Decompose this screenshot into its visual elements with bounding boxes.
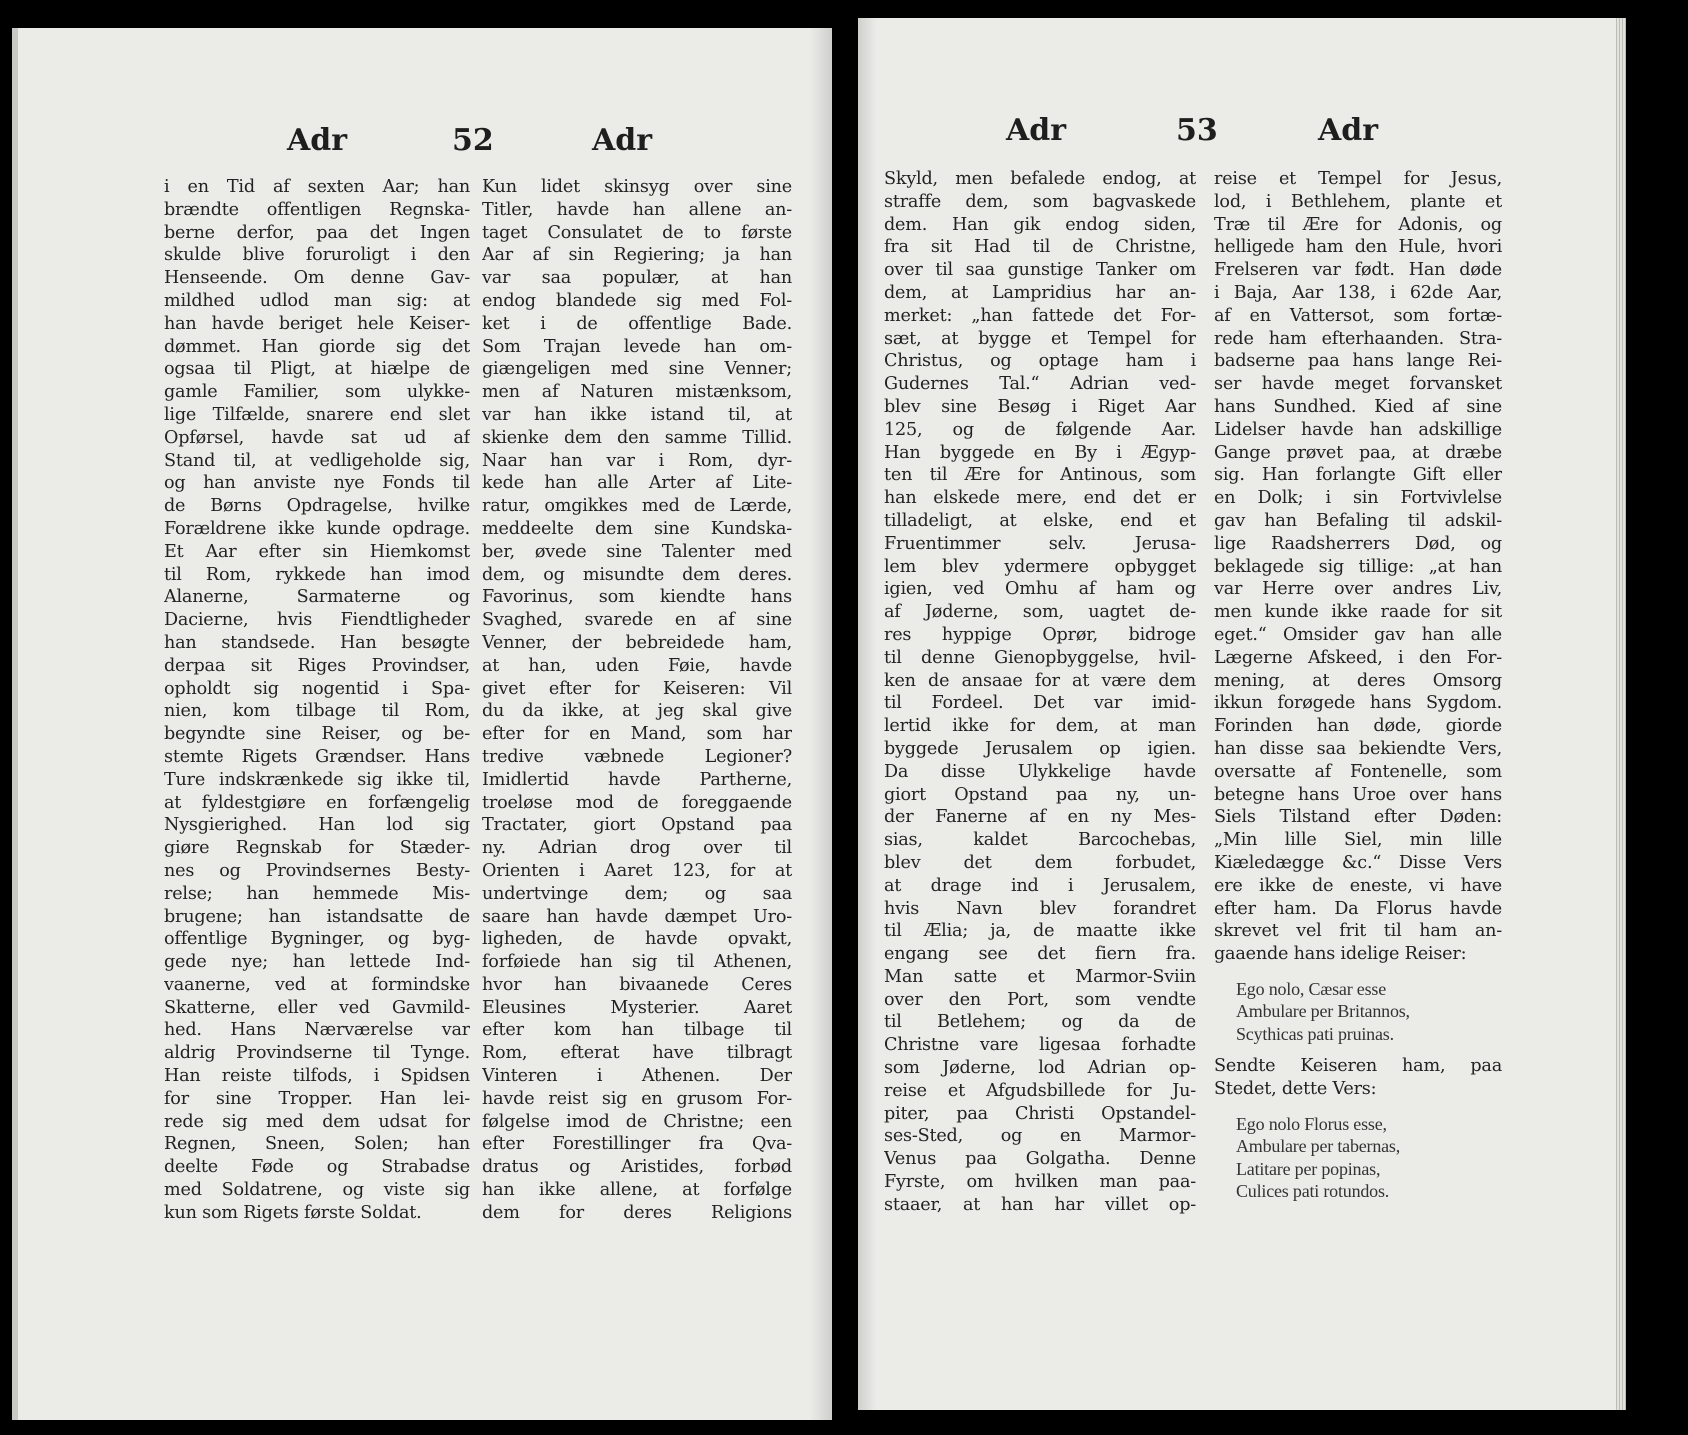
text-line: dem. Han gik endog siden,	[884, 214, 1196, 235]
text-line: blev sine Besøg i Riget Aar	[884, 396, 1196, 417]
latin-verse-hadrian	[1236, 1113, 1502, 1203]
text-line: som Jøderne, lod Adrian op-	[884, 1058, 1196, 1079]
text-line: Alanerne, Sarmaterne og	[164, 587, 470, 608]
text-line: i en Tid af sexten Aar; han	[164, 177, 470, 197]
text-line: 125, og de følgende Aar.	[884, 419, 1196, 440]
text-line: giort Opstand paa ny, un-	[884, 784, 1196, 805]
text-line: giøre Regnskab for Stæder-	[164, 838, 470, 859]
text-line: fra sit Had til de Christne,	[884, 237, 1196, 258]
text-line: byggede Jerusalem op igien.	[884, 738, 1196, 759]
text-line: med Soldatrene, og viste sig	[164, 1180, 470, 1201]
text-line: dem, at Lampridius har an-	[884, 282, 1196, 303]
text-line: af Jøderne, som, uagtet de-	[884, 602, 1196, 623]
text-line: rede sig med dem udsat for	[164, 1111, 470, 1132]
text-line: sæt, at bygge et Tempel for	[884, 328, 1196, 349]
text-line: Et Aar efter sin Hiemkomst	[164, 541, 470, 562]
right-page-edge	[1616, 18, 1626, 1410]
text-line: hvis Navn blev forandret	[884, 898, 1196, 919]
text-line: til Ælia; ja, de maatte ikke	[884, 921, 1196, 942]
text-line: Da disse Ulykkelige havde	[884, 761, 1196, 782]
text-line: derpaa sit Riges Provindser,	[164, 655, 470, 676]
text-line: begyndte sine Reiser, og be-	[164, 724, 470, 745]
text-line: Gudernes Tal.“ Adrian ved-	[884, 374, 1196, 395]
right-header-catchword-right: Adr	[1318, 113, 1379, 148]
text-line: kun som Rigets første Soldat.	[164, 1202, 422, 1223]
text-line: staaer, at han har villet op-	[884, 1194, 1196, 1215]
text-line: giængeligen med sine Venner;	[482, 359, 792, 380]
text-line: Man satte et Marmor-Sviin	[884, 966, 1196, 987]
text-line: lod, i Bethlehem, plante et	[1214, 191, 1502, 212]
right-gutter-shadow	[858, 18, 876, 1410]
text-line: efter Forestillinger fra Qva-	[482, 1134, 792, 1155]
text-line: relse; han hemmede Mis-	[164, 883, 470, 904]
text-line: ken de ansaae for at være dem	[884, 670, 1196, 691]
text-line: dem, og misundte dem deres.	[482, 564, 792, 585]
text-line: Aar af sin Regiering; ja han	[482, 245, 792, 266]
text-line: gaaende hans idelige Reiser:	[1214, 944, 1467, 965]
text-line: Kiæledægge &c.“ Disse Vers	[1214, 852, 1502, 873]
text-line: han havde beriget hele Keiser-	[164, 313, 470, 334]
text-line: Ego nolo, Cæsar esse	[1236, 978, 1386, 999]
text-line: sig. Han forlangte Gift eller	[1214, 465, 1502, 486]
text-line: Imidlertid havde Partherne,	[482, 769, 792, 790]
text-line: Stedet, dette Vers:	[1214, 1079, 1377, 1100]
text-line: ket i de offentlige Bade.	[482, 313, 792, 334]
text-line: saare han havde dæmpet Uro-	[482, 906, 792, 927]
text-line: ikkun forøgede hans Sygdom.	[1214, 693, 1502, 714]
text-line: ratur, omgikkes med de Lærde,	[482, 496, 792, 517]
text-line: Frelseren var født. Han døde	[1214, 260, 1502, 281]
text-line: Favorinus, som kiendte hans	[482, 587, 792, 608]
text-line: og han anviste nye Fonds til	[164, 473, 470, 494]
right-header-catchword-left: Adr	[1006, 113, 1067, 148]
text-line: brugene; han istandsatte de	[164, 906, 470, 927]
text-line: aldrig Provindserne til Tynge.	[164, 1043, 470, 1064]
text-line: helligede ham den Hule, hvori	[1214, 237, 1502, 258]
text-line: taget Consulatet de to første	[482, 222, 792, 243]
text-line: oversatte af Fontenelle, som	[1214, 761, 1502, 782]
text-line: Nysgierighed. Han lod sig	[164, 815, 470, 836]
text-line: blev det dem forbudet,	[884, 852, 1196, 873]
text-line: havde reist sig en grusom For-	[482, 1088, 792, 1109]
text-line: ogsaa til Pligt, at hiælpe de	[164, 359, 470, 380]
text-line: ten til Ære for Antinous, som	[884, 465, 1196, 486]
text-line: at han, uden Føie, havde	[482, 655, 792, 676]
latin-verse-florus	[1236, 978, 1502, 1046]
text-line: Henseende. Om denne Gav-	[164, 268, 470, 289]
left-gutter-shadow	[810, 28, 832, 1420]
text-line: der Fanerne af en ny Mes-	[884, 807, 1196, 828]
text-line: til Rom, rykkede han imod	[164, 564, 470, 585]
left-header-catchword-right: Adr	[592, 123, 653, 158]
text-line: Fyrste, om hvilken man paa-	[884, 1172, 1196, 1193]
text-line: ses-Sted, og en Marmor-	[884, 1126, 1196, 1147]
text-line: Ego nolo Florus esse,	[1236, 1113, 1387, 1134]
right-page-column-1	[884, 168, 1196, 1217]
text-line: Fruentimmer selv. Jerusa-	[884, 533, 1196, 554]
text-line: over til saa gunstige Tanker om	[884, 260, 1196, 281]
left-page-number: 52	[452, 123, 494, 158]
text-line: deelte Føde og Strabadse	[164, 1157, 470, 1178]
text-line: efter for en Mand, som har	[482, 724, 792, 745]
text-line: straffe dem, som bagvaskede	[884, 191, 1196, 212]
left-page	[12, 28, 832, 1420]
text-line: res hyppige Oprør, bidroge	[884, 624, 1196, 645]
text-line: reise et Tempel for Jesus,	[1214, 169, 1502, 189]
text-line: troeløse mod de foreggaende	[482, 792, 792, 813]
text-line: du da ikke, at jeg skal give	[482, 701, 792, 722]
text-line: Ture indskrænkede sig ikke til,	[164, 769, 470, 790]
text-line: ny. Adrian drog over til	[482, 838, 792, 859]
text-line: ligheden, de havde opvakt,	[482, 929, 792, 950]
text-line: beklagede sig tillige: „at han	[1214, 556, 1502, 577]
text-line: nien, kom tilbage til Rom,	[164, 701, 470, 722]
text-line: lige Raadsherrers Død, og	[1214, 533, 1502, 554]
text-line: Christus, og optage ham i	[884, 351, 1196, 372]
text-line: hans Sundhed. Kied af sine	[1214, 396, 1502, 417]
text-line: ser havde meget forvansket	[1214, 374, 1502, 395]
text-line: efter ham. Da Florus havde	[1214, 898, 1502, 919]
right-page	[858, 18, 1626, 1410]
text-line: piter, paa Christi Opstandel-	[884, 1103, 1196, 1124]
text-line: Culices pati rotundos.	[1236, 1181, 1390, 1202]
text-line: Som Trajan levede han om-	[482, 336, 792, 357]
text-line: skrevet vel frit til ham an-	[1214, 921, 1502, 942]
text-line: Gange prøvet paa, at dræbe	[1214, 442, 1502, 463]
left-page-edge	[12, 28, 18, 1420]
text-line: Tractater, giort Opstand paa	[482, 815, 792, 836]
text-line: Han reiste tilfods, i Spidsen	[164, 1066, 470, 1087]
text-line: mening, at deres Omsorg	[1214, 670, 1502, 691]
verse-transition-text	[1214, 1055, 1502, 1101]
right-page-number: 53	[1176, 113, 1218, 148]
text-line: var saa populær, at han	[482, 268, 792, 289]
text-line: Venus paa Golgatha. Denne	[884, 1149, 1196, 1170]
text-line: Regnen, Sneen, Solen; han	[164, 1134, 470, 1155]
text-line: over den Port, som vendte	[884, 989, 1196, 1010]
text-line: han standsede. Han besøgte	[164, 632, 470, 653]
text-line: kede han alle Arter af Lite-	[482, 473, 792, 494]
text-line: rede ham efterhaanden. Stra-	[1214, 328, 1502, 349]
text-line: dømmet. Han giorde sig det	[164, 336, 470, 357]
text-line: Venner, der bebreidede ham,	[482, 632, 792, 653]
text-line: Forældrene ikke kunde opdrage.	[164, 518, 470, 539]
text-line: at drage ind i Jerusalem,	[884, 875, 1196, 896]
text-line: Ambulare per tabernas,	[1236, 1136, 1401, 1157]
text-line: lem blev ydermere opbygget	[884, 556, 1196, 577]
text-line: Titler, havde han allene an-	[482, 199, 792, 220]
text-line: Latitare per popinas,	[1236, 1158, 1381, 1179]
text-line: Rom, efterat have tilbragt	[482, 1043, 792, 1064]
text-line: Ambulare per Britannos,	[1236, 1001, 1410, 1022]
text-line: gamle Familier, som ulykke-	[164, 382, 470, 403]
text-line: gav han Befaling til adskil-	[1214, 510, 1502, 531]
text-line: lertid ikke for dem, at man	[884, 716, 1196, 737]
text-line: berne derfor, paa det Ingen	[164, 222, 470, 243]
text-line: stemte Rigets Grændser. Hans	[164, 746, 470, 767]
text-line: for sine Tropper. Han lei-	[164, 1088, 470, 1109]
left-page-column-2	[482, 176, 792, 1225]
text-line: Eleusines Mysterier. Aaret	[482, 997, 792, 1018]
text-line: sias, kaldet Barcochebas,	[884, 830, 1196, 851]
text-line: til Betlehem; og da de	[884, 1012, 1196, 1033]
text-line: betegne hans Uroe over hans	[1214, 784, 1502, 805]
text-line: men kunde ikke raade for sit	[1214, 602, 1502, 623]
left-running-head	[12, 123, 832, 163]
text-line: undertvinge dem; og saa	[482, 883, 792, 904]
text-line: dem for deres Religions	[482, 1202, 792, 1223]
text-line: lige Tilfælde, snarere end slet	[164, 404, 470, 425]
left-page-column-1	[164, 176, 470, 1225]
text-line: han ikke allene, at forfølge	[482, 1180, 792, 1201]
text-line: Kun lidet skinsyg over sine	[482, 177, 792, 197]
text-line: Naar han var i Rom, dyr-	[482, 450, 792, 471]
text-line: brændte offentligen Regnska-	[164, 199, 470, 220]
text-line: ere ikke de eneste, vi have	[1214, 875, 1502, 896]
text-line: merket: „han fattede det For-	[884, 305, 1196, 326]
text-line: til Fordeel. Det var imid-	[884, 693, 1196, 714]
text-line: dratus og Aristides, forbød	[482, 1157, 792, 1178]
text-line: gede nye; han lettede Ind-	[164, 952, 470, 973]
text-line: var Herre over andres Liv,	[1214, 579, 1502, 600]
text-line: Skatterne, eller ved Gavmild-	[164, 997, 470, 1018]
text-line: Sendte Keiseren ham, paa	[1214, 1056, 1502, 1077]
text-line: ber, øvede sine Talenter med	[482, 541, 792, 562]
text-line: skienke dem den samme Tillid.	[482, 427, 792, 448]
text-line: tilladeligt, at elske, end et	[884, 510, 1196, 531]
text-line: reise et Afgudsbillede for Ju-	[884, 1080, 1196, 1101]
text-line: Lægerne Afskeed, i den For-	[1214, 647, 1502, 668]
text-line: Opførsel, havde sat ud af	[164, 427, 470, 448]
text-line: følgelse imod de Christne; een	[482, 1111, 792, 1132]
text-line: endog blandede sig med Fol-	[482, 290, 792, 311]
text-line: Træ til Ære for Adonis, og	[1214, 214, 1502, 235]
text-line: men af Naturen mistænksom,	[482, 382, 792, 403]
text-line: var han ikke istand til, at	[482, 404, 792, 425]
text-line: meddeelte dem sine Kundska-	[482, 518, 792, 539]
right-page-column-2	[1214, 168, 1502, 1203]
text-line: Skyld, men befalede endog, at	[884, 169, 1196, 189]
text-line: Vinteren i Athenen. Der	[482, 1066, 792, 1087]
text-line: Forinden han døde, giorde	[1214, 716, 1502, 737]
text-line: Siels Tilstand efter Døden:	[1214, 807, 1502, 828]
text-line: opholdt sig nogentid i Spa-	[164, 678, 470, 699]
text-line: han disse saa bekiendte Vers,	[1214, 738, 1502, 759]
text-line: Svaghed, svarede en af sine	[482, 610, 792, 631]
text-line: Lidelser havde han adskillige	[1214, 419, 1502, 440]
right-column-2-prose	[1214, 168, 1502, 966]
text-line: badserne paa hans lange Rei-	[1214, 351, 1502, 372]
text-line: offentlige Bygninger, og byg-	[164, 929, 470, 950]
text-line: han elskede mere, end det er	[884, 488, 1196, 509]
text-line: i Baja, Aar 138, i 62de Aar,	[1214, 282, 1502, 303]
text-line: skulde blive foruroligt i den	[164, 245, 470, 266]
text-line: mildhed udlod man sig: at	[164, 290, 470, 311]
text-line: af en Vattersot, som fortæ-	[1214, 305, 1502, 326]
text-line: engang see det fiern fra.	[884, 944, 1196, 965]
text-line: givet efter for Keiseren: Vil	[482, 678, 792, 699]
right-running-head	[858, 113, 1626, 153]
text-line: hed. Hans Nærværelse var	[164, 1020, 470, 1041]
text-line: eget.“ Omsider gav han alle	[1214, 624, 1502, 645]
text-line: vaanerne, ved at formindske	[164, 974, 470, 995]
text-line: Scythicas pati pruinas.	[1236, 1023, 1394, 1044]
text-line: Stand til, at vedligeholde sig,	[164, 450, 470, 471]
text-line: Christne vare ligesaa forhadte	[884, 1035, 1196, 1056]
text-line: nes og Provindsernes Besty-	[164, 860, 470, 881]
text-line: forføiede han sig til Athenen,	[482, 952, 792, 973]
text-line: at fyldestgiøre en forfængelig	[164, 792, 470, 813]
left-header-catchword-left: Adr	[287, 123, 348, 158]
text-line: igien, ved Omhu af ham og	[884, 579, 1196, 600]
text-line: efter kom han tilbage til	[482, 1020, 792, 1041]
text-line: de Børns Opdragelse, hvilke	[164, 496, 470, 517]
text-line: til denne Gienopbyggelse, hvil-	[884, 647, 1196, 668]
text-line: Dacierne, hvis Fiendtligheder	[164, 610, 470, 631]
text-line: hvor han bivaanede Ceres	[482, 974, 792, 995]
text-line: Han byggede en By i Ægyp-	[884, 442, 1196, 463]
text-line: tredive væbnede Legioner?	[482, 746, 792, 767]
text-line: „Min lille Siel, min lille	[1214, 830, 1502, 851]
text-line: Orienten i Aaret 123, for at	[482, 860, 792, 881]
text-line: en Dolk; i sin Fortvivlelse	[1214, 488, 1502, 509]
